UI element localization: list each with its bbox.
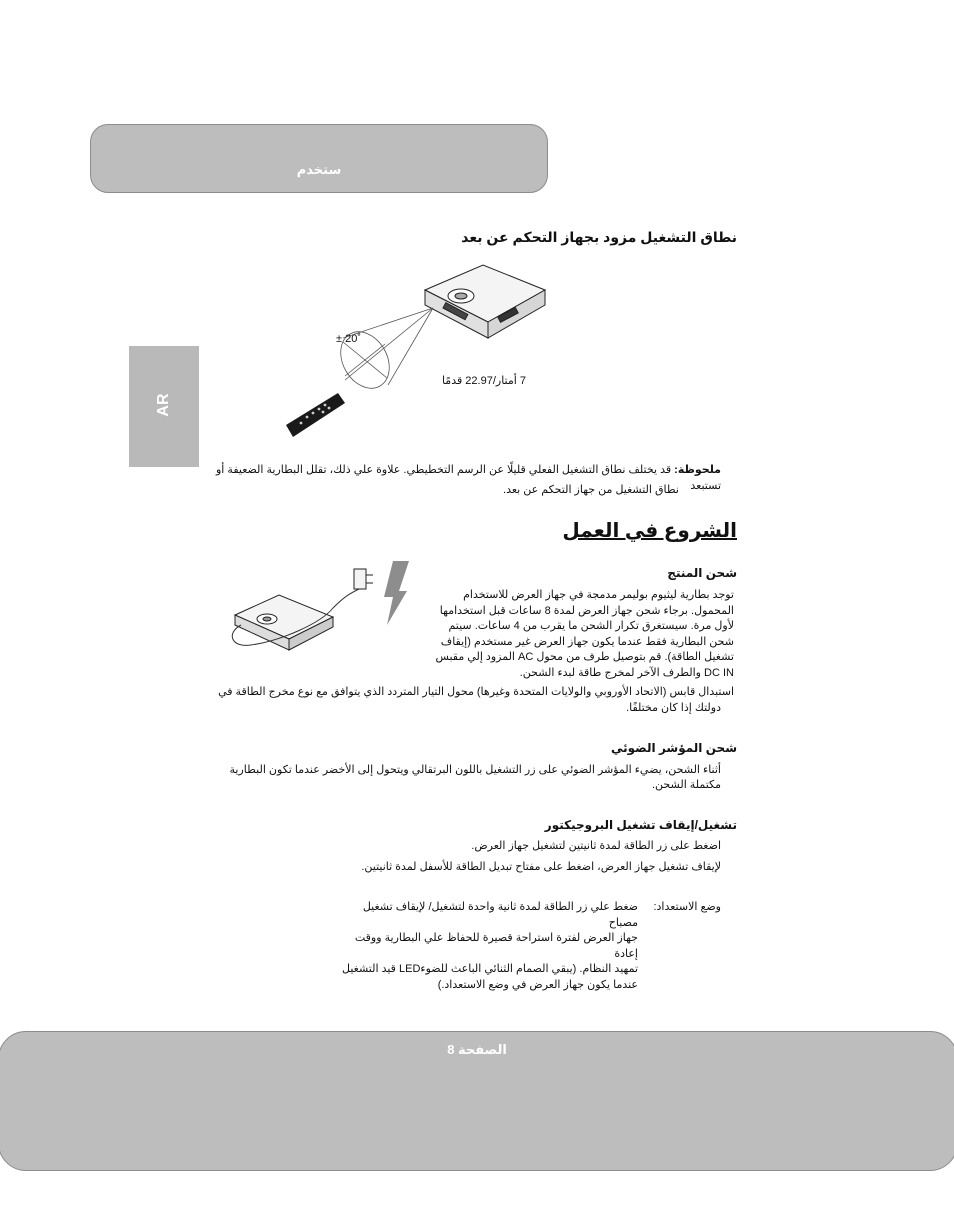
range-note-line-2: نطاق التشغيل من جهاز التحكم عن بعد.	[503, 484, 679, 496]
standby-description	[338, 900, 638, 993]
distance-label: 7 أمتار/22.97 قدمًا	[441, 375, 526, 387]
led-heading: شحن المؤشر الضوئي	[611, 741, 737, 755]
remote-range-figure	[283, 260, 548, 445]
plug-note-line-1: استبدال قابس (الاتحاد الأوروبي والولايات المتحدة وغيرها) محول التيار المتردد الذي يتوافق مع نوع مخرج الطاقة في	[218, 686, 734, 698]
note-label: ملحوظة:	[674, 464, 721, 476]
ac-adapter-illustration	[354, 569, 373, 589]
projector-illustration	[425, 265, 545, 338]
power-heading: تشغيل/إيقاف تشغيل البروجيكتور	[544, 818, 737, 832]
charging-line: توجد بطارية ليثيوم بوليمر مدمجة في جهاز العرض للاستخدام	[463, 589, 734, 601]
plug-note-line-2: دولتك إذا كان مختلفًا.	[626, 702, 721, 714]
remote-range-heading: نطاق التشغيل مزود بجهاز التحكم عن بعد	[461, 229, 737, 245]
standby-line: جهاز العرض لفترة استراحة قصيرة للحفاظ علي البطارية ووقت إعادة	[354, 932, 638, 960]
charging-line: المحمول. برجاء شحن جهاز العرض لمدة 8 ساعات قبل استخدامها	[439, 604, 734, 617]
charging-heading: شحن المنتج	[667, 566, 737, 580]
charging-figure	[221, 553, 413, 653]
standby-line: ضغط علي زر الطاقة لمدة ثانية واحدة لتشغيل/ لإيقاف تشغيل مصباح	[362, 901, 638, 929]
header-title: ستخدم	[296, 162, 342, 177]
charging-description	[434, 588, 734, 681]
getting-started-heading: الشروع في العمل	[562, 520, 737, 542]
note-text: قد يختلف نطاق التشغيل الفعلي قليلًا عن الرسم التخطيطي. علاوة علي ذلك، تقلل البطارية الضعيفة أو تستبعد	[216, 464, 721, 492]
standby-label: وضع الاستعداد:	[653, 901, 721, 913]
standby-line: تمهيد النظام. (يبقي الصمام الثنائي الباعث للضوءLED قيد التشغيل	[342, 963, 638, 975]
projector-charging-illustration	[235, 595, 333, 650]
angle-label: ± 20˚	[336, 333, 361, 345]
charging-line: شحن البطارية فقط عندما يكون جهاز العرض غير مستخدم (إيقاف	[440, 635, 734, 648]
language-label: AR	[155, 393, 172, 417]
led-line-1: أثناء الشحن، يضيء المؤشر الضوئي على زر التشغيل باللون البرتقالي ويتحول إلى الأخضر عندما تكون البطارية	[229, 764, 721, 776]
power-on-line: اضغط على زر الطاقة لمدة ثانيتين لتشغيل جهاز العرض.	[471, 840, 721, 852]
charging-line: لأول مرة. سيستغرق تكرار الشحن ما يقرب من 4 ساعات. سيتم	[448, 620, 734, 632]
signal-cone	[331, 308, 433, 397]
page-number: الصفحة 8	[447, 1042, 507, 1057]
header-tab	[90, 124, 548, 193]
standby-line: عندما يكون جهاز العرض في وضع الاستعداد.)	[437, 978, 638, 991]
remote-control-illustration	[286, 393, 345, 437]
charging-line: تشغيل الطاقة). قم بتوصيل طرف من محول AC المزود إلي مقبس	[435, 651, 734, 663]
led-line-2: مكتملة الشحن.	[652, 779, 721, 791]
lightning-icon	[384, 561, 409, 625]
power-off-line: لإيقاف تشغيل جهاز العرض، اضغط على مفتاح تبديل الطاقة للأسفل لمدة ثانيتين.	[361, 861, 721, 873]
charging-line: DC IN والطرف الآخر لمخرج طاقة لبدء الشحن.	[519, 666, 734, 679]
